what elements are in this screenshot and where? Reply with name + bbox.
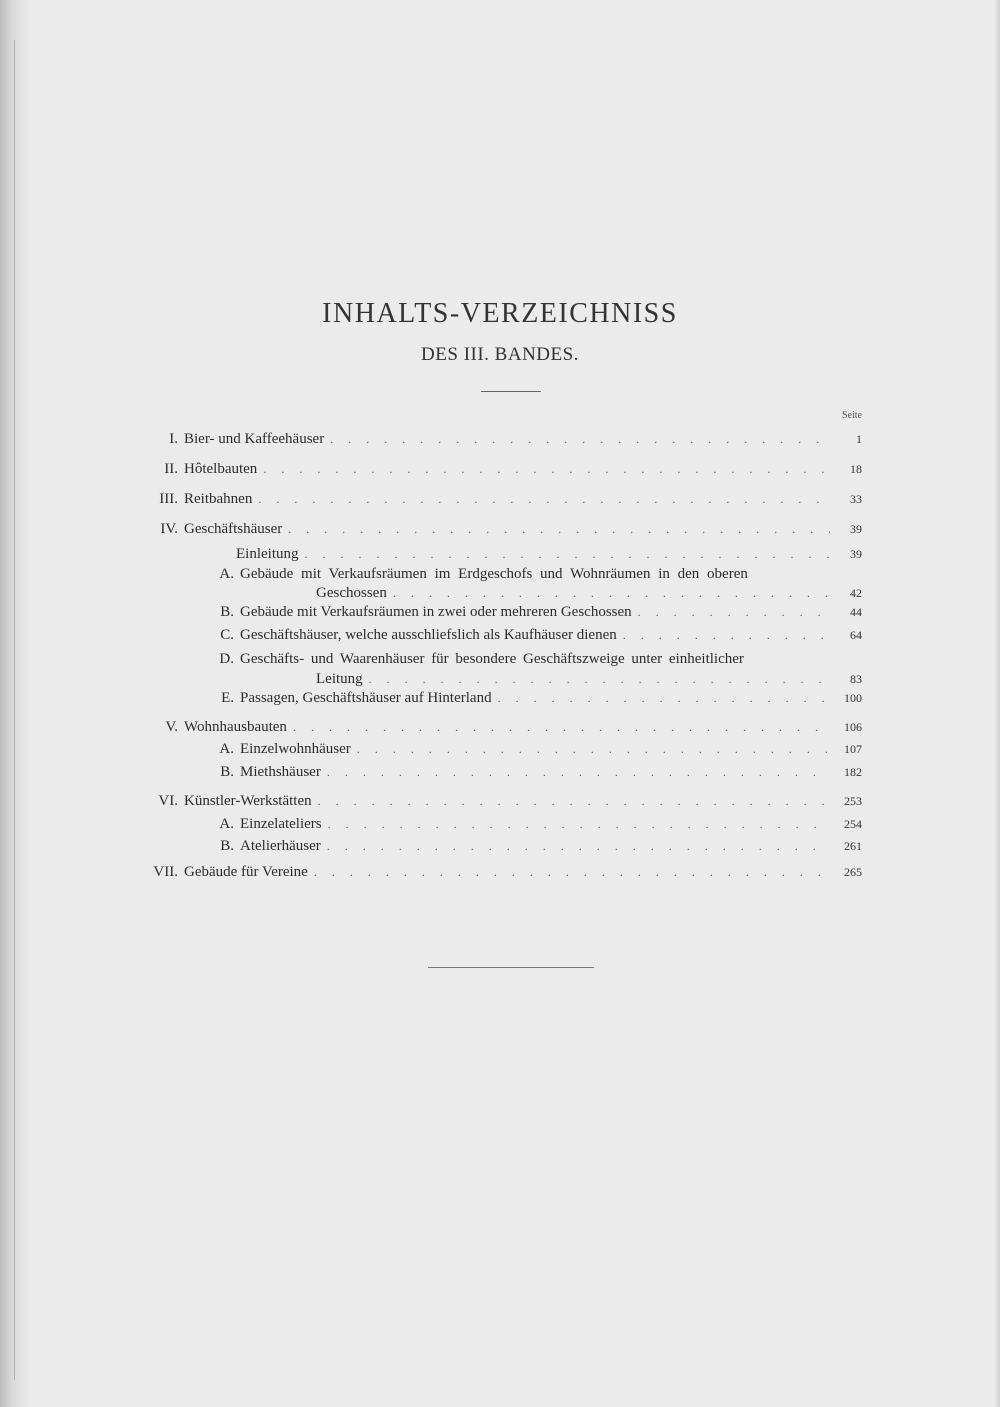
toc-number: A.: [219, 741, 234, 757]
toc-label: Bier- und Kaffeehäuser: [184, 431, 325, 447]
toc-page: 106: [844, 720, 862, 734]
toc-label: Passagen, Geschäftshäuser auf Hinterland: [240, 690, 492, 706]
toc-page: 83: [850, 672, 862, 686]
leader-dots: [623, 628, 830, 643]
toc-label: Wohnhausbauten: [184, 719, 287, 735]
toc-label: Gebäude für Vereine: [184, 864, 308, 880]
toc-label: Miethshäuser: [240, 764, 321, 780]
toc-page: 64: [850, 628, 862, 642]
toc-label-continuation: Geschossen: [316, 585, 387, 601]
page-binding-edge: [0, 0, 30, 1407]
toc-number: A.: [219, 566, 234, 582]
toc-entry: [140, 461, 862, 483]
toc-label: Atelierhäuser: [240, 838, 321, 854]
leader-dots: [314, 865, 830, 880]
toc-page: 265: [844, 865, 862, 879]
toc-label: Einzelwohnhäuser: [240, 741, 351, 757]
title-divider: [481, 391, 541, 392]
toc-entry: [212, 690, 862, 712]
toc-number: B.: [220, 604, 234, 620]
toc-page: 1: [856, 432, 862, 446]
toc-number: I.: [169, 431, 178, 447]
page-column-label: Seite: [842, 410, 862, 421]
toc-page: 44: [850, 605, 862, 619]
toc-number: E.: [221, 690, 234, 706]
toc-label: Künstler-Werkstätten: [184, 793, 312, 809]
toc-number: B.: [220, 764, 234, 780]
toc-page: 42: [850, 586, 862, 600]
toc-label: Hôtelbauten: [184, 461, 258, 477]
toc-number: III.: [159, 491, 178, 507]
toc-entry: [212, 627, 862, 649]
toc-label: Gebäude mit Verkaufsräumen im Erdgeschofs und Wohnräumen in den oberen: [240, 566, 748, 582]
toc-number: IV.: [160, 521, 178, 537]
leader-dots: [327, 839, 830, 854]
toc-entry: [140, 864, 862, 886]
toc-entry: [236, 546, 862, 568]
toc-page: 254: [844, 817, 862, 831]
toc-entry: [212, 741, 862, 763]
toc-label: Reitbahnen: [184, 491, 253, 507]
toc-number: V.: [165, 719, 178, 735]
toc-entry: [212, 816, 862, 838]
leader-dots: [330, 432, 830, 447]
toc-entry: [212, 604, 862, 626]
page-title: INHALTS-VERZEICHNISS: [322, 298, 678, 329]
toc-entry: [212, 764, 862, 786]
toc-label: Geschäfts- und Waarenhäuser für besondere Geschäftszweige unter einheitlicher: [240, 651, 744, 667]
toc-entry: [140, 491, 862, 513]
leader-dots: [638, 605, 830, 620]
toc-number: VII.: [153, 864, 178, 880]
toc-entry-first-line: [212, 566, 822, 583]
leader-dots: [305, 547, 831, 562]
toc-page: 182: [844, 765, 862, 779]
leader-dots: [328, 817, 830, 832]
leader-dots: [288, 522, 830, 537]
leader-dots: [318, 794, 830, 809]
binding-line: [14, 40, 15, 1380]
toc-entry: [212, 838, 862, 860]
leader-dots: [393, 586, 830, 601]
toc-number: B.: [220, 838, 234, 854]
toc-page: 261: [844, 839, 862, 853]
toc-number: C.: [220, 627, 234, 643]
leader-dots: [327, 765, 830, 780]
toc-label: Gebäude mit Verkaufsräumen in zwei oder mehreren Geschossen: [240, 604, 632, 620]
toc-entry: [140, 431, 862, 453]
toc-entry: [140, 521, 862, 543]
toc-number: A.: [219, 816, 234, 832]
leader-dots: [263, 462, 830, 477]
toc-entry: [140, 719, 862, 741]
leader-dots: [293, 720, 830, 735]
toc-page: 39: [850, 522, 862, 536]
leader-dots: [369, 672, 830, 687]
toc-number: II.: [164, 461, 178, 477]
toc-page: 253: [844, 794, 862, 808]
toc-number: VI.: [158, 793, 178, 809]
page-subtitle: DES III. BANDES.: [421, 344, 579, 365]
toc-page: 100: [844, 691, 862, 705]
toc-entry: [140, 793, 862, 815]
toc-number: D.: [219, 651, 234, 667]
toc-page: 39: [850, 547, 862, 561]
closing-divider: [428, 967, 594, 968]
leader-dots: [357, 742, 830, 757]
toc-label: Einleitung: [236, 546, 299, 562]
toc-entry-first-line: [212, 651, 822, 668]
leader-dots: [498, 691, 830, 706]
toc-label: Geschäftshäuser: [184, 521, 283, 537]
toc-label: Einzelateliers: [240, 816, 322, 832]
toc-page: 33: [850, 492, 862, 506]
page-right-edge: [994, 0, 1000, 1407]
leader-dots: [258, 492, 830, 507]
toc-page: 18: [850, 462, 862, 476]
toc-page: 107: [844, 742, 862, 756]
toc-label: Geschäftshäuser, welche ausschliefslich als Kaufhäuser dienen: [240, 627, 617, 643]
toc-label-continuation: Leitung: [316, 671, 363, 687]
